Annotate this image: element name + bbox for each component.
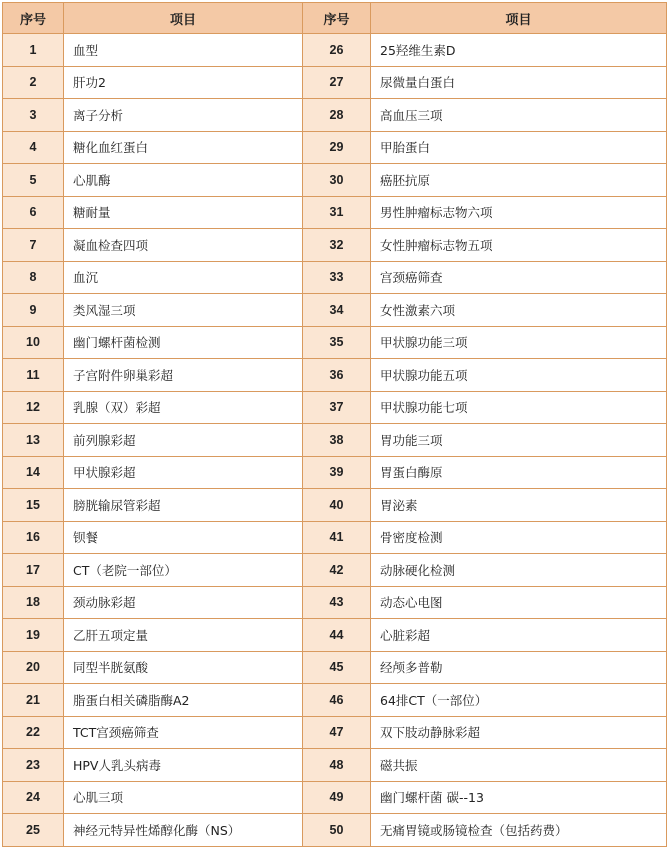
row-item-left: 颈动脉彩超 [64,586,303,619]
row-item-right: 幽门螺杆菌 碳--13 [371,781,667,814]
row-item-right: 甲状腺功能七项 [371,391,667,424]
row-item-left: 甲状腺彩超 [64,456,303,489]
table-row [3,489,667,522]
row-item-right: 甲状腺功能三项 [371,326,667,359]
row-item-left: 神经元特异性烯醇化酶（NS） [64,814,303,847]
row-item-right: 胃功能三项 [371,424,667,457]
row-index-left: 19 [3,619,64,652]
row-item-left: 类风湿三项 [64,294,303,327]
header-row [3,3,667,34]
row-item-left: 同型半胱氨酸 [64,651,303,684]
row-item-right: 无痛胃镜或肠镜检查（包括药费） [371,814,667,847]
row-index-left: 16 [3,521,64,554]
row-index-right: 39 [303,456,371,489]
row-item-right: 动态心电图 [371,586,667,619]
row-index-left: 5 [3,164,64,197]
table-row [3,781,667,814]
row-index-right: 29 [303,131,371,164]
row-index-left: 12 [3,391,64,424]
table-row [3,716,667,749]
row-index-left: 14 [3,456,64,489]
row-item-left: 糖耐量 [64,196,303,229]
row-index-left: 6 [3,196,64,229]
table-row [3,66,667,99]
table-row [3,261,667,294]
row-item-right: 64排CT（一部位） [371,684,667,717]
row-item-left: 肝功2 [64,66,303,99]
row-item-left: 乙肝五项定量 [64,619,303,652]
row-index-left: 21 [3,684,64,717]
row-index-left: 17 [3,554,64,587]
row-item-left: CT（老院一部位） [64,554,303,587]
row-index-right: 31 [303,196,371,229]
row-index-left: 20 [3,651,64,684]
table-row [3,34,667,67]
table-row [3,196,667,229]
row-index-right: 42 [303,554,371,587]
table-row [3,391,667,424]
row-item-right: 癌胚抗原 [371,164,667,197]
table-row [3,164,667,197]
row-index-left: 8 [3,261,64,294]
table-row [3,359,667,392]
row-item-left: 子宫附件卵巢彩超 [64,359,303,392]
row-index-left: 9 [3,294,64,327]
row-index-right: 26 [303,34,371,67]
row-item-right: 胃泌素 [371,489,667,522]
row-item-left: 血沉 [64,261,303,294]
row-item-left: 糖化血红蛋白 [64,131,303,164]
row-item-left: 凝血检查四项 [64,229,303,262]
row-index-right: 49 [303,781,371,814]
table-row [3,586,667,619]
row-index-right: 36 [303,359,371,392]
row-item-left: 心肌三项 [64,781,303,814]
row-index-left: 18 [3,586,64,619]
row-index-right: 48 [303,749,371,782]
table-row [3,651,667,684]
row-index-left: 7 [3,229,64,262]
row-index-right: 33 [303,261,371,294]
row-index-left: 15 [3,489,64,522]
row-index-right: 50 [303,814,371,847]
row-index-right: 41 [303,521,371,554]
row-index-right: 38 [303,424,371,457]
row-index-left: 24 [3,781,64,814]
row-index-left: 10 [3,326,64,359]
row-item-right: 骨密度检测 [371,521,667,554]
table-row [3,99,667,132]
row-index-right: 40 [303,489,371,522]
row-index-right: 47 [303,716,371,749]
row-item-right: 经颅多普勒 [371,651,667,684]
row-item-left: 脂蛋白相关磷脂酶A2 [64,684,303,717]
row-index-right: 34 [303,294,371,327]
row-index-right: 45 [303,651,371,684]
table-row [3,749,667,782]
row-index-right: 44 [303,619,371,652]
row-item-left: TCT宫颈癌筛查 [64,716,303,749]
row-index-left: 1 [3,34,64,67]
row-index-left: 4 [3,131,64,164]
row-index-right: 43 [303,586,371,619]
row-index-right: 30 [303,164,371,197]
row-item-right: 双下肢动静脉彩超 [371,716,667,749]
row-item-left: 膀胱输尿管彩超 [64,489,303,522]
row-item-right: 高血压三项 [371,99,667,132]
row-item-left: HPV人乳头病毒 [64,749,303,782]
table-row [3,684,667,717]
row-item-right: 宫颈癌筛查 [371,261,667,294]
table-row [3,294,667,327]
row-item-right: 动脉硬化检测 [371,554,667,587]
row-index-right: 37 [303,391,371,424]
row-item-right: 25羟维生素D [371,34,667,67]
row-index-left: 23 [3,749,64,782]
table-row [3,521,667,554]
table-row [3,456,667,489]
row-index-right: 32 [303,229,371,262]
row-index-right: 35 [303,326,371,359]
row-index-right: 28 [303,99,371,132]
row-item-right: 胃蛋白酶原 [371,456,667,489]
header-item-left: 项目 [64,3,303,34]
row-item-right: 女性肿瘤标志物五项 [371,229,667,262]
row-item-left: 钡餐 [64,521,303,554]
row-item-right: 男性肿瘤标志物六项 [371,196,667,229]
table-row [3,424,667,457]
header-item-right: 项目 [371,3,667,34]
row-item-right: 心脏彩超 [371,619,667,652]
row-item-left: 心肌酶 [64,164,303,197]
table-row [3,619,667,652]
row-item-right: 磁共振 [371,749,667,782]
row-index-left: 2 [3,66,64,99]
row-index-left: 22 [3,716,64,749]
checkup-items-table [2,2,667,847]
row-index-right: 27 [303,66,371,99]
row-index-left: 3 [3,99,64,132]
row-index-left: 25 [3,814,64,847]
table-row [3,554,667,587]
header-index-right: 序号 [303,3,371,34]
row-index-left: 11 [3,359,64,392]
row-item-left: 前列腺彩超 [64,424,303,457]
row-item-right: 甲状腺功能五项 [371,359,667,392]
table-row [3,229,667,262]
row-index-right: 46 [303,684,371,717]
table-row [3,131,667,164]
row-item-left: 乳腺（双）彩超 [64,391,303,424]
row-index-left: 13 [3,424,64,457]
table-row [3,326,667,359]
table-row [3,814,667,847]
header-index-left: 序号 [3,3,64,34]
row-item-left: 血型 [64,34,303,67]
row-item-right: 女性激素六项 [371,294,667,327]
row-item-right: 甲胎蛋白 [371,131,667,164]
row-item-left: 离子分析 [64,99,303,132]
row-item-right: 尿微量白蛋白 [371,66,667,99]
row-item-left: 幽门螺杆菌检测 [64,326,303,359]
